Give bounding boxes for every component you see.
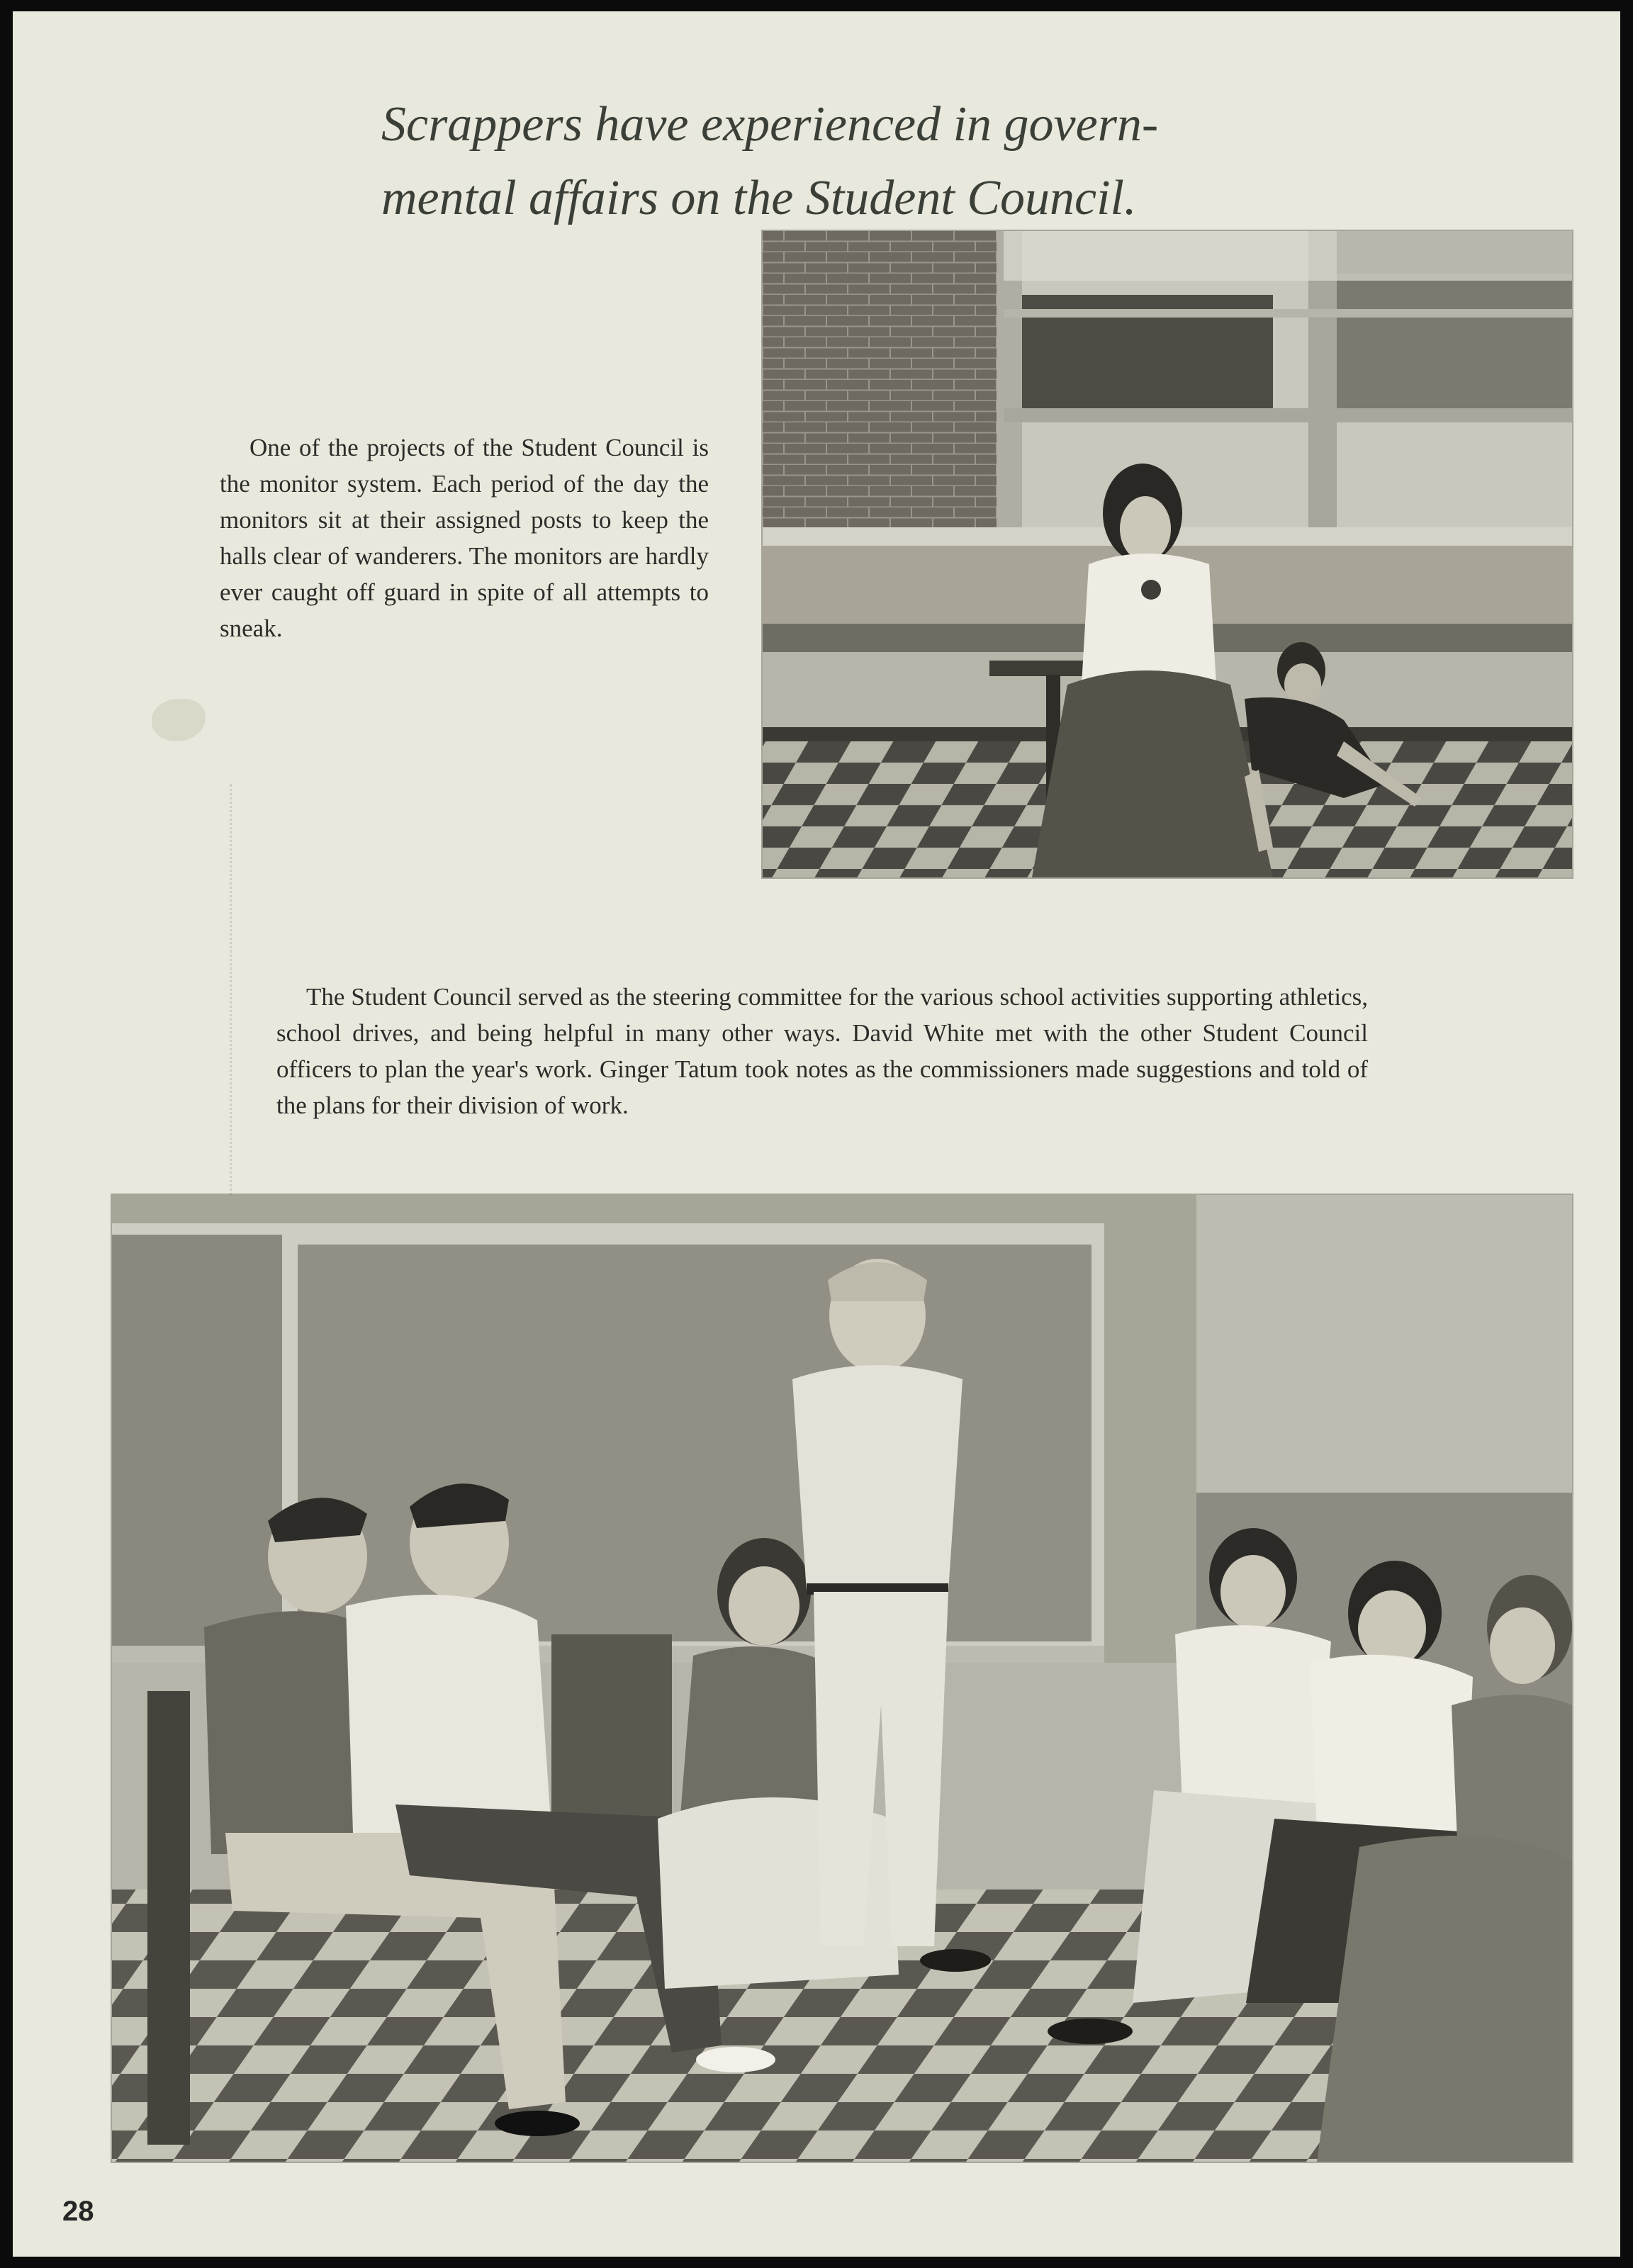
- paper-smudge: [152, 699, 206, 741]
- page-headline: [381, 88, 1303, 235]
- council-photo: [112, 1195, 1572, 2162]
- page-number: 28: [62, 2196, 94, 2227]
- monitor-caption: [220, 430, 709, 646]
- headline-line-2: mental affairs on the Student Council.: [381, 171, 1137, 225]
- monitor-caption-text: One of the projects of the Student Council is the monitor system. Each period of the day the monitors sit at their assigned posts to keep the halls clear of wanderers. The monitors are hardly ever caught off guard in spite of all attempts to sneak.: [220, 434, 709, 642]
- council-caption: [276, 979, 1368, 1123]
- council-caption-text: The Student Council served as the steering committee for the various school activities supporting athletics, school drives, and being helpful in many other ways. David White met with the other Student Council officers to plan the year's work. Ginger Tatum took notes as the commissioners made suggestions and told of the plans for their division of work.: [276, 983, 1368, 1119]
- monitor-photo: [763, 231, 1572, 877]
- layout-guide-line: [230, 784, 232, 1209]
- yearbook-page: [13, 11, 1620, 2257]
- headline-line-1: Scrappers have experienced in govern-: [381, 97, 1159, 152]
